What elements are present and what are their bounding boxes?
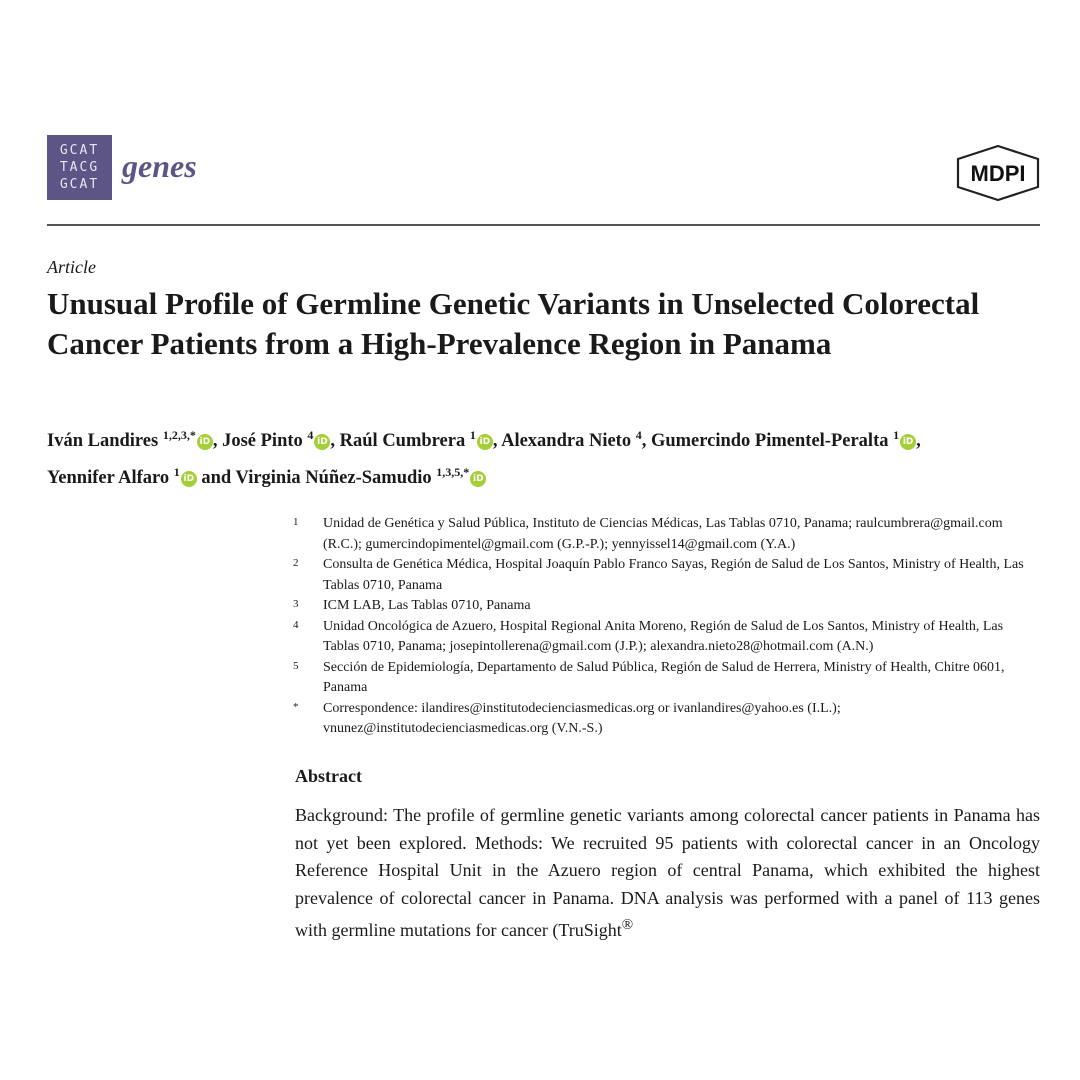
affiliation-text: Consulta de Genética Médica, Hospital Joaquín Pablo Franco Sayas, Región de Salud de Los Santos, Ministry of Health, Las Tablas 0710, Panama (323, 557, 1024, 593)
author-separator: and (196, 468, 236, 489)
author-affiliation-marks: 4 (307, 428, 314, 442)
logo-row: GCAT (59, 143, 100, 158)
orcid-icon[interactable]: iD (181, 471, 197, 487)
orcid-icon[interactable]: iD (900, 434, 916, 450)
author-name: Yennifer Alfaro (47, 468, 170, 489)
correspondence-text: Correspondence: ilandires@institutodecienciasmedicas.org or ivanlandires@yahoo.es (I.L.); vnunez@institutodecienciasmedicas.org (V.N.-S.) (323, 700, 841, 736)
affiliation-mark: * (293, 700, 299, 713)
author-name: Iván Landires (47, 431, 159, 452)
article-title: Unusual Profile of Germline Genetic Variants in Unselected Colorectal Cancer Patients from a High-Prevalence Region in Panama (47, 286, 980, 361)
affiliation-item (290, 658, 1042, 699)
orcid-icon[interactable]: iD (470, 471, 486, 487)
journal-name: genes (122, 148, 197, 184)
abstract-text: Background: The profile of germline genetic variants among colorectal cancer patients in Panama has not yet been explored. Methods: We recruited 95 patients with colorectal cancer in an Oncology Reference Hospital Unit in the Azuero region of central Panama, which exhibited the highest prevalence of colorectal cancer in Panama. DNA analysis was performed with a panel of 113 genes with germline mutations for cancer (TruSight (295, 805, 1040, 940)
affiliation-item (290, 596, 1042, 617)
author-separator: , (916, 431, 921, 452)
author-affiliation-marks: 1,2,3,* (162, 428, 196, 442)
author-affiliation-marks: 1 (173, 465, 180, 480)
author (650, 428, 916, 452)
article-type: Article (47, 257, 96, 277)
author-separator: , (641, 431, 651, 452)
affiliation-item (290, 617, 1042, 658)
orcid-icon[interactable]: iD (197, 434, 213, 450)
affiliation-item (290, 555, 1042, 596)
affiliation-list (290, 514, 1042, 740)
author (501, 428, 642, 452)
registered-mark: ® (621, 917, 634, 933)
author-name: José Pinto (222, 431, 303, 452)
author-list (47, 420, 1047, 494)
affiliation-mark: 5 (293, 659, 299, 672)
orcid-icon[interactable]: iD (314, 434, 330, 450)
abstract-body (295, 802, 1040, 945)
author (235, 465, 487, 489)
affiliation-text: Unidad de Genética y Salud Pública, Instituto de Ciencias Médicas, Las Tablas 0710, Panama; raulcumbrera@gmail.com (R.C.); gumercindopimentel@gmail.com (G.P.-P.); yennyissel14@gmail.com (Y.A.) (323, 516, 1003, 552)
logo-row: TACG (59, 160, 100, 175)
author-name: Alexandra Nieto (501, 431, 632, 452)
author-name: Gumercindo Pimentel-Peralta (650, 431, 889, 452)
author-separator: , (492, 431, 502, 452)
author (47, 428, 213, 452)
journal-logo (47, 135, 112, 200)
author-separator: , (212, 431, 223, 452)
affiliation-text: Sección de Epidemiología, Departamento de Salud Pública, Región de Salud de Herrera, Ministry of Health, Chitre 0601, Panama (323, 659, 1005, 695)
author-separator: , (330, 431, 340, 452)
affiliation-text: ICM LAB, Las Tablas 0710, Panama (323, 598, 531, 613)
author (339, 428, 493, 452)
author (47, 465, 197, 489)
affiliation-item (290, 514, 1042, 555)
correspondence-item (290, 699, 1042, 740)
logo-row: GCAT (59, 177, 100, 192)
affiliation-mark: 2 (293, 557, 299, 569)
author-affiliation-marks: 1 (893, 428, 900, 442)
author-name: Virginia Núñez-Samudio (235, 468, 432, 489)
orcid-icon[interactable]: iD (477, 434, 493, 450)
author-affiliation-marks: 1,3,5,* (436, 465, 470, 480)
mdpi-text: MDPI (970, 161, 1026, 186)
affiliation-text: Unidad Oncológica de Azuero, Hospital Regional Anita Moreno, Región de Salud de Los Santos, Ministry of Health, Las Tablas 0710, Panama; josepintollerena@gmail.com (J.P.); alexandra.nieto28@hotmail.com (A.N.) (323, 618, 1004, 654)
author-affiliation-marks: 1 (469, 428, 476, 442)
mdpi-logo (956, 144, 1040, 202)
author (222, 428, 330, 452)
abstract-heading: Abstract (295, 766, 362, 786)
header-divider (47, 224, 1040, 226)
affiliation-mark: 3 (293, 598, 299, 610)
author-affiliation-marks: 4 (635, 428, 642, 442)
author-name: Raúl Cumbrera (339, 431, 466, 452)
affiliation-mark: 1 (293, 516, 299, 528)
affiliation-mark: 4 (293, 618, 299, 631)
